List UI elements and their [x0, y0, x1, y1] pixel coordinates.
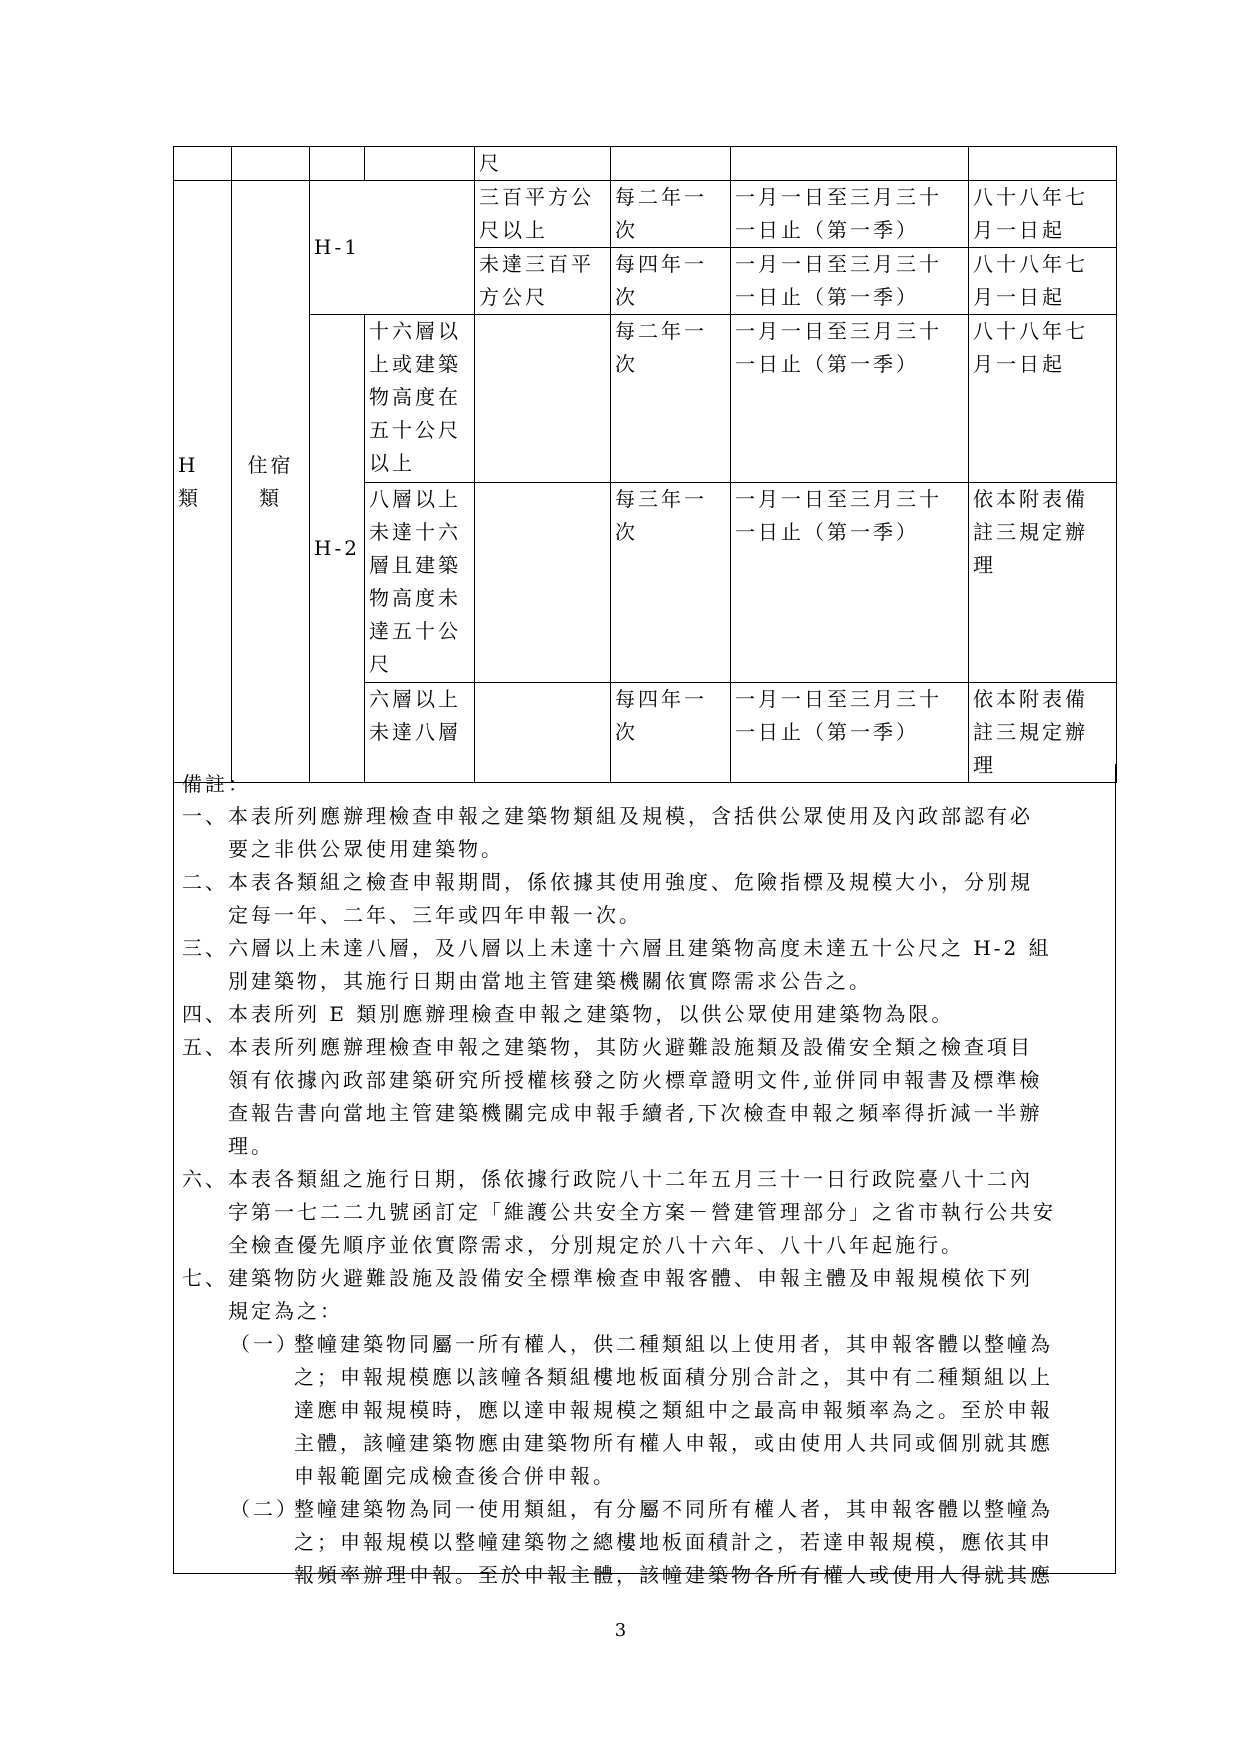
frequency-cell: 每三年一 次: [611, 483, 731, 683]
frequency-cell: 每四年一 次: [611, 248, 731, 315]
floors-cell: 八層以上 未達十六 層且建築 物高度未 達五十公 尺: [365, 483, 475, 683]
note-text: 建築物防火避難設施及設備安全標準檢查申報客體、申報主體及申報規模依下列 規定為之：: [228, 1266, 1033, 1323]
period-cell: 一月一日至三月三十 一日止（第一季）: [731, 683, 969, 783]
table-row: [174, 315, 1117, 483]
table-cell: [611, 147, 731, 181]
table-cell: [731, 147, 969, 181]
note-label: 二、: [182, 870, 228, 894]
frequency-cell: 每二年一 次: [611, 181, 731, 248]
scale-cell: [475, 315, 611, 483]
note-text: 本表所列應辦理檢查申報之建築物類組及規模，含括供公眾使用及內政部認有必 要之非供公眾使用建築物。: [228, 804, 1033, 861]
start-date-cell: 八十八年七 月一日起: [969, 315, 1117, 483]
period-cell: 一月一日至三月三十 一日止（第一季）: [731, 315, 969, 483]
note-text: 本表各類組之檢查申報期間，係依據其使用強度、危險指標及規模大小，分別規 定每一年、二年、三年或四年申報一次。: [228, 870, 1033, 927]
sub-note-item: [230, 1328, 1107, 1493]
note-label: 六、: [182, 1167, 228, 1191]
notes-title: 備註：: [182, 772, 251, 796]
page-number: 3: [614, 1620, 627, 1641]
table-row: [174, 147, 1117, 181]
period-cell: 一月一日至三月三十 一日止（第一季）: [731, 248, 969, 315]
start-date-cell: 依本附表備 註三規定辦 理: [969, 483, 1117, 683]
table-cell: 尺: [475, 147, 611, 181]
note-label: 一、: [182, 804, 228, 828]
note-label: 三、: [182, 936, 228, 960]
scale-cell: 未達三百平 方公尺: [475, 248, 611, 315]
note-text: 六層以上未達八層，及八層以上未達十六層且建築物高度未達五十公尺之 H-2 組 別建築物，其施行日期由當地主管建築機關依實際需求公告之。: [228, 936, 1052, 993]
h1-code-cell: H-1: [310, 181, 475, 315]
sub-note-label: （二）: [230, 1497, 299, 1521]
sub-note-text: 整幢建築物為同一使用類組，有分屬不同所有權人者，其申報客體以整幢為 之；申報規模以整幢建築物之總樓地板面積計之，若達申報規模，應依其申 報頻率辦理申報。至於申報主體，該幢建築物各所有權人或使用人得就其應: [294, 1497, 1053, 1587]
frequency-cell: 每四年一 次: [611, 683, 731, 783]
group-name-cell: 住宿 類: [232, 181, 310, 783]
note-item: [182, 932, 1107, 998]
note-text: 本表所列 E 類別應辦理檢查申報之建築物，以供公眾使用建築物為限。: [228, 1002, 955, 1026]
start-date-cell: 八十八年七 月一日起: [969, 181, 1117, 248]
h2-code-cell: H-2: [310, 315, 365, 783]
inspection-schedule-table: [173, 146, 1117, 783]
note-item: [182, 800, 1107, 866]
note-label: 四、: [182, 1002, 228, 1026]
table-cell: [969, 147, 1117, 181]
floors-cell: 十六層以 上或建築 物高度在 五十公尺 以上: [365, 315, 475, 483]
note-text: 本表各類組之施行日期，係依據行政院八十二年五月三十一日行政院臺八十二內 字第一七二二九號函訂定「維護公共安全方案－營建管理部分」之省市執行公共安 全檢查優先順序並依實際需求，分別規定於八十六年、八十八年起施行。: [228, 1167, 1056, 1257]
period-cell: 一月一日至三月三十 一日止（第一季）: [731, 181, 969, 248]
scale-cell: 三百平方公 尺以上: [475, 181, 611, 248]
note-label: 七、: [182, 1266, 228, 1290]
period-cell: 一月一日至三月三十 一日止（第一季）: [731, 483, 969, 683]
table-cell: [232, 147, 310, 181]
note-label: 五、: [182, 1035, 228, 1059]
table-cell: [365, 147, 475, 181]
note-item: [182, 998, 1107, 1031]
note-text: 本表所列應辦理檢查申報之建築物，其防火避難設施類及設備安全類之檢查項目 領有依據內政部建築研究所授權核發之防火標章證明文件,並併同申報書及標準檢 查報告書向當地主管建築機關完成申報手續者,下次檢查申報之頻率得折減一半辦 理。: [228, 1035, 1043, 1158]
table-row: [174, 181, 1117, 248]
scale-cell: [475, 483, 611, 683]
note-item: [182, 1031, 1107, 1163]
category-cell: H 類: [174, 181, 232, 783]
start-date-cell: 依本附表備 註三規定辦 理: [969, 683, 1117, 783]
table-cell: [174, 147, 232, 181]
notes-section: [173, 764, 1116, 1587]
note-item: [182, 1262, 1107, 1328]
table-cell: [310, 147, 365, 181]
sub-note-label: （一）: [230, 1332, 299, 1356]
frequency-cell: 每二年一 次: [611, 315, 731, 483]
note-item: [182, 866, 1107, 932]
start-date-cell: 八十八年七 月一日起: [969, 248, 1117, 315]
sub-note-item: [230, 1493, 1107, 1592]
floors-cell: 六層以上 未達八層: [365, 683, 475, 783]
sub-note-text: 整幢建築物同屬一所有權人，供二種類組以上使用者，其申報客體以整幢為 之；申報規模應以該幢各類組樓地板面積分別合計之，其中有二種類組以上 達應申報規模時，應以達申報規模之類組中之最高申報頻率為之。至於申報 主體，該幢建築物應由建築物所有權人申報，或由使用人共同或個別就其應 申報範圍完成檢查後合併申報。: [294, 1332, 1053, 1488]
note-item: [182, 1163, 1107, 1262]
